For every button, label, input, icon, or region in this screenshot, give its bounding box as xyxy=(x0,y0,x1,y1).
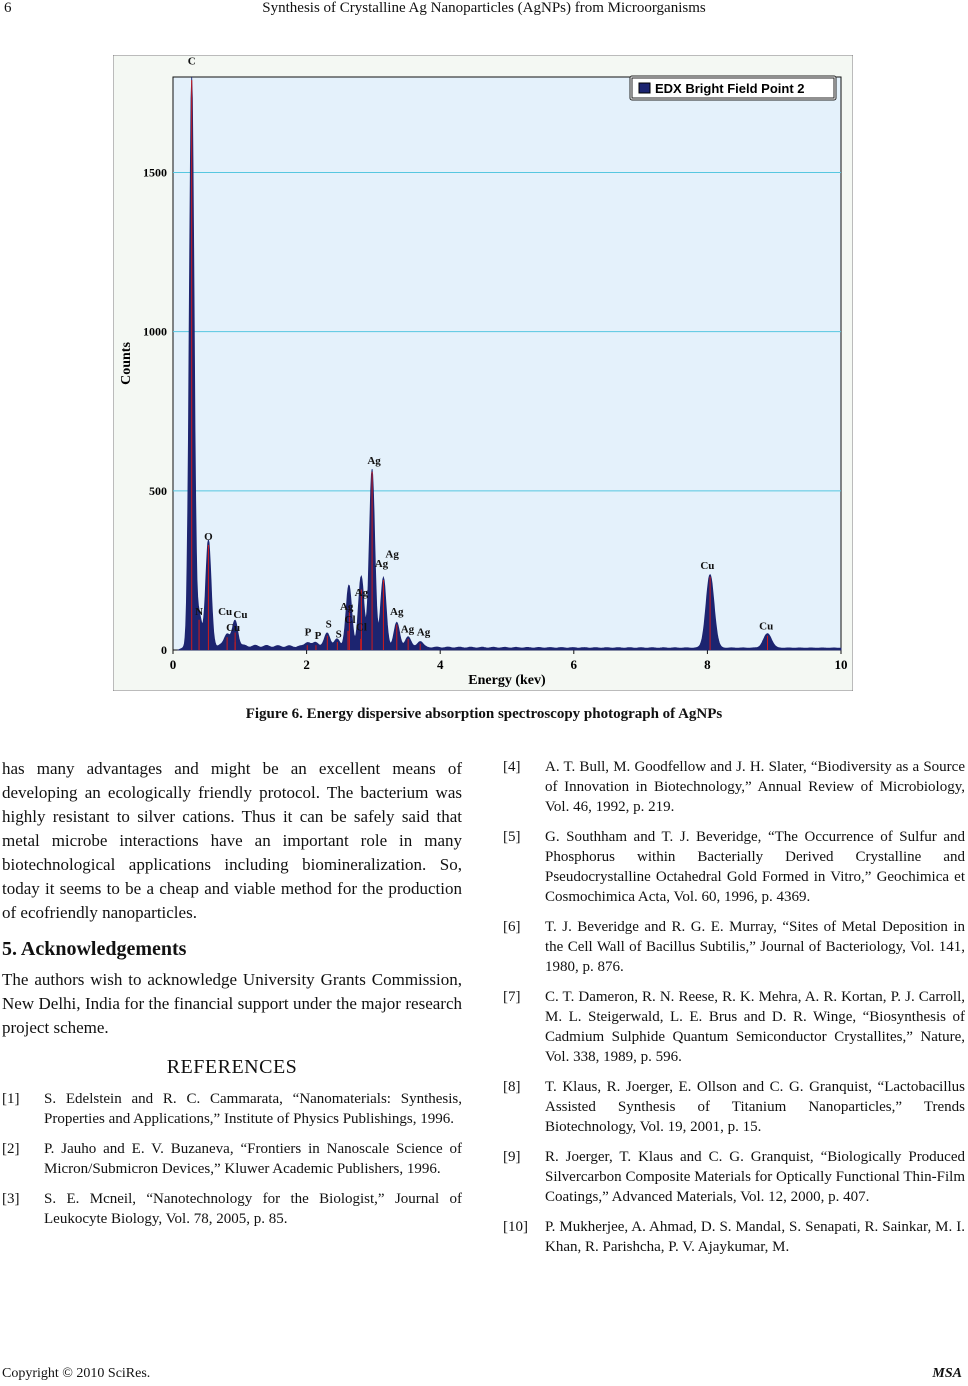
legend-swatch xyxy=(639,83,650,93)
peak-label: Ag xyxy=(416,626,431,639)
x-tick-label: 6 xyxy=(570,657,578,672)
reference-text: A. T. Bull, M. Goodfellow and J. H. Slater, “Biodiversity as a Source of Innovation in Biotechnology,” Annual Review of Microbiology, Vol. 46, 1992, p. 219. xyxy=(545,759,965,815)
peak-label: C xyxy=(187,55,196,68)
reference-item xyxy=(2,1089,462,1129)
peak-label: Cl xyxy=(344,613,356,626)
section-title: 5. Acknowledgements xyxy=(2,938,187,960)
body-paragraph: has many advantages and might be an excellent means of developing an ecologically friendly protocol. The bacterium was highly resistant to silver cations. Thus it can be safely said that metal microbe interactions have an important role in many biotechnological applications including biomineralization. So, today it seems to be a cheap and viable method for the production of ecofriendly nanoparticles. xyxy=(2,759,462,922)
reference-item xyxy=(503,1147,965,1207)
references-heading: REFERENCES xyxy=(166,1056,298,1078)
peak-label: Cu xyxy=(759,620,774,633)
reference-number: [3] xyxy=(2,1191,20,1207)
reference-number: [2] xyxy=(2,1141,20,1157)
reference-item xyxy=(503,917,965,977)
peak-label: S xyxy=(325,618,332,631)
x-tick-label: 4 xyxy=(436,657,444,672)
reference-text: P. Jauho and E. V. Buzaneva, “Frontiers in Nanoscale Science of Micron/Submicron Devices,” Kluwer Academic Publishers, 1996. xyxy=(44,1141,462,1177)
reference-item xyxy=(503,1077,965,1137)
y-tick-label: 0 xyxy=(161,643,167,657)
peak-label: Ag xyxy=(390,605,404,618)
reference-number: [7] xyxy=(503,989,521,1005)
peak-label: P xyxy=(314,629,322,642)
peak-label: Ag xyxy=(385,548,399,561)
reference-item xyxy=(503,827,965,907)
reference-number: [5] xyxy=(503,829,521,845)
peak-label: S xyxy=(335,628,342,641)
plot-area xyxy=(173,77,841,650)
peak-label: Cu xyxy=(218,605,233,618)
y-tick-label: 1500 xyxy=(143,165,167,180)
reference-item xyxy=(2,1189,462,1229)
y-axis-label: Counts xyxy=(119,342,134,385)
acknowledgement-paragraph: The authors wish to acknowledge University Grants Commission, New Delhi, India for the financial support under the major research project scheme. xyxy=(2,970,462,1037)
page-number: 6 xyxy=(4,0,12,16)
reference-text: G. Southham and T. J. Beveridge, “The Occurrence of Sulfur and Phosphorus within Bacterially Derived Crystalline and Pseudocrystalline Octahedral Gold Formed in Vitro,” Geochimica et Cosmochimica Acta, Vol. 60, 1996, p. 4369. xyxy=(545,829,965,905)
peak-label: Ag xyxy=(354,586,369,599)
reference-text: S. Edelstein and R. C. Cammarata, “Nanomaterials: Synthesis, Properties and Applications,” Institute of Physics Publishings, 1996. xyxy=(44,1091,462,1127)
x-tick-label: 8 xyxy=(704,657,711,672)
reference-number: [8] xyxy=(503,1079,521,1095)
reference-item xyxy=(503,987,965,1067)
reference-text: T. Klaus, R. Joerger, E. Ollson and C. G. Granquist, “Lactobacillus Assisted Synthesis of Titanium Nanoparticles,” Trends Biotechnology, Vol. 19, 2001, p. 15. xyxy=(545,1079,965,1135)
figure-caption: Figure 6. Energy dispersive absorption spectroscopy photograph of AgNPs xyxy=(245,706,723,722)
reference-number: [9] xyxy=(503,1149,521,1165)
peak-label: P xyxy=(304,626,312,639)
peak-label: Cu xyxy=(700,559,715,572)
reference-text: P. Mukherjee, A. Ahmad, D. S. Mandal, S. Senapati, R. Sainkar, M. I. Khan, R. Parishcha, P. V. Ajaykumar, M. xyxy=(545,1219,965,1255)
peak-label: Ag xyxy=(339,601,354,614)
running-title: Synthesis of Crystalline Ag Nanoparticles (AgNPs) from Microorganisms xyxy=(262,0,706,16)
x-tick-label: 0 xyxy=(169,657,177,672)
right-column xyxy=(503,757,965,1267)
y-tick-label: 500 xyxy=(149,483,167,498)
x-tick-label: 10 xyxy=(834,657,848,672)
reference-number: [4] xyxy=(503,759,521,775)
reference-number: [1] xyxy=(2,1091,20,1107)
reference-number: [10] xyxy=(503,1219,528,1235)
peak-label: Ag xyxy=(374,558,389,571)
peak-label: Ag xyxy=(367,454,381,467)
reference-item xyxy=(2,1139,462,1179)
peak-label: Cu xyxy=(233,609,248,622)
copyright-footer: Copyright © 2010 SciRes. xyxy=(2,1366,151,1381)
reference-text: R. Joerger, T. Klaus and C. G. Granquist, “Biologically Produced Silvercarbon Composite Materials for Optically Functional Thin-Film Coatings,” Advanced Materials, Vol. 12, 2000, p. 407. xyxy=(545,1149,965,1205)
edx-spectrum-figure xyxy=(113,55,853,691)
reference-text: T. J. Beveridge and R. G. E. Murray, “Sites of Metal Deposition in the Cell Wall of Bacillus Subtilis,” Journal of Bacteriology, Vol. 141, 1980, p. 876. xyxy=(545,919,965,975)
journal-footer: MSA xyxy=(932,1366,962,1381)
peak-label: Cl xyxy=(355,621,367,634)
reference-text: S. E. Mcneil, “Nanotechnology for the Biologist,” Journal of Leukocyte Biology, Vol. 78, 2005, p. 85. xyxy=(44,1191,462,1227)
reference-number: [6] xyxy=(503,919,521,935)
reference-item xyxy=(503,757,965,817)
peak-label: Ag xyxy=(400,623,415,636)
x-axis-label: Energy (kev) xyxy=(468,673,546,688)
x-tick-label: 2 xyxy=(303,657,310,672)
reference-item xyxy=(503,1217,965,1257)
reference-text: C. T. Dameron, R. N. Reese, R. K. Mehra, A. R. Kortan, P. J. Carroll, M. L. Steigerwald, L. E. Brus and D. R. Winge, “Biosynthesis of Cadmium Sulphide Quantum Semiconductor Crystallites,” Nature, Vol. 338, 1989, p. 596. xyxy=(545,989,965,1065)
peak-label: O xyxy=(204,531,213,544)
peak-label: Cu xyxy=(226,621,241,634)
y-tick-label: 1000 xyxy=(143,324,167,339)
left-column xyxy=(2,757,462,1239)
peak-label: N xyxy=(195,605,204,618)
legend-label: EDX Bright Field Point 2 xyxy=(655,81,805,96)
